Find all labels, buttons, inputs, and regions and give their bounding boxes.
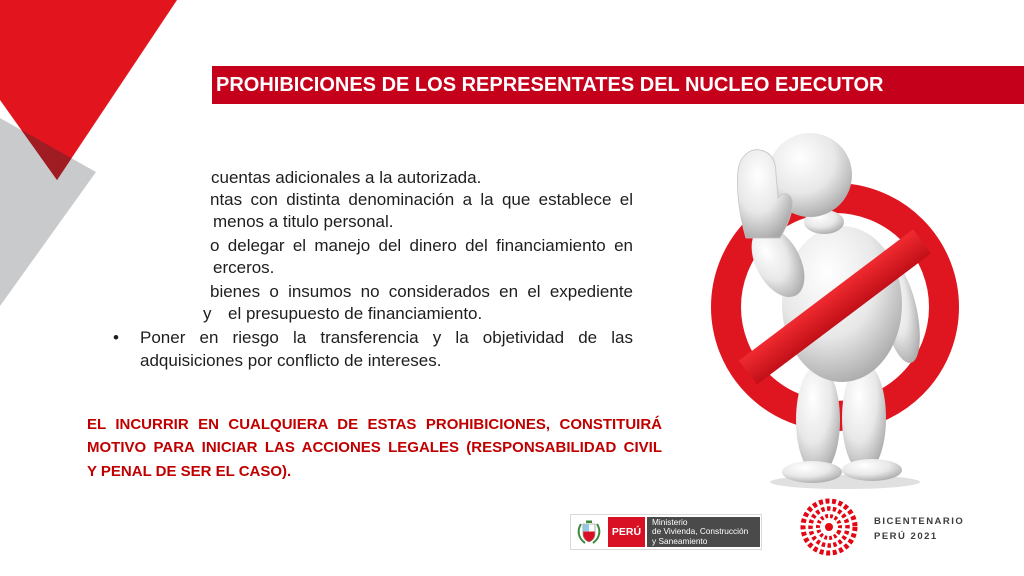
bicentenario-year: PERÚ 2021 [874, 531, 938, 542]
body-line-2: ntas con distinta denominación a la que establece el [210, 190, 633, 209]
ministry-line-2: de Vivienda, Construcción [652, 526, 749, 537]
body-line-6: bienes o insumos no considerados en el expediente [210, 282, 633, 301]
government-banner [570, 514, 762, 550]
body-line-5: erceros. [213, 258, 275, 277]
figure-left-leg [796, 365, 840, 475]
title-bar [212, 66, 1024, 104]
body-line-7: el presupuesto de financiamiento. [228, 304, 483, 323]
body-line-7-fragment: y [203, 304, 212, 323]
bullet-marker: • [113, 328, 119, 347]
coat-crown [586, 521, 592, 524]
peru-label: PERÚ [608, 517, 645, 547]
warning-line-1: EL INCURRIR EN CUALQUIERA DE ESTAS PROHIBICIONES, CONSTITUIRÁ [87, 416, 662, 433]
prohibition-figure-illustration [700, 122, 965, 494]
figure-right-foot [842, 459, 902, 481]
bicentenario-title: BICENTENARIO [874, 516, 965, 527]
coat-of-arms-icon [573, 516, 605, 548]
ministry-line-3: y Saneamiento [652, 535, 708, 546]
bicentenario-logo-icon [797, 497, 861, 557]
coat-field-blue [583, 524, 589, 531]
body-line-1: cuentas adicionales a la autorizada. [211, 168, 482, 187]
body-line-4: o delegar el manejo del dinero del financiamiento en [210, 236, 633, 255]
body-line-3: menos a titulo personal. [213, 212, 394, 231]
slide-title: PROHIBICIONES DE LOS REPRESENTATES DEL NUCLEO EJECUTOR [216, 74, 884, 96]
bullet-line-2: adquisiciones por conflicto de intereses. [140, 351, 442, 370]
figure-left-foot [782, 461, 842, 483]
ministry-line-1: Ministerio [652, 517, 688, 527]
warning-line-2: MOTIVO PARA INICIAR LAS ACCIONES LEGALES (RESPONSABILIDAD CIVIL [87, 439, 662, 456]
bicent-center [825, 523, 833, 531]
warning-line-3: Y PENAL DE SER EL CASO). [87, 463, 292, 480]
corner-decoration [0, 0, 180, 310]
bullet-line-1: Poner en riesgo la transferencia y la objetividad de las [140, 328, 633, 347]
ministry-label [646, 517, 760, 547]
